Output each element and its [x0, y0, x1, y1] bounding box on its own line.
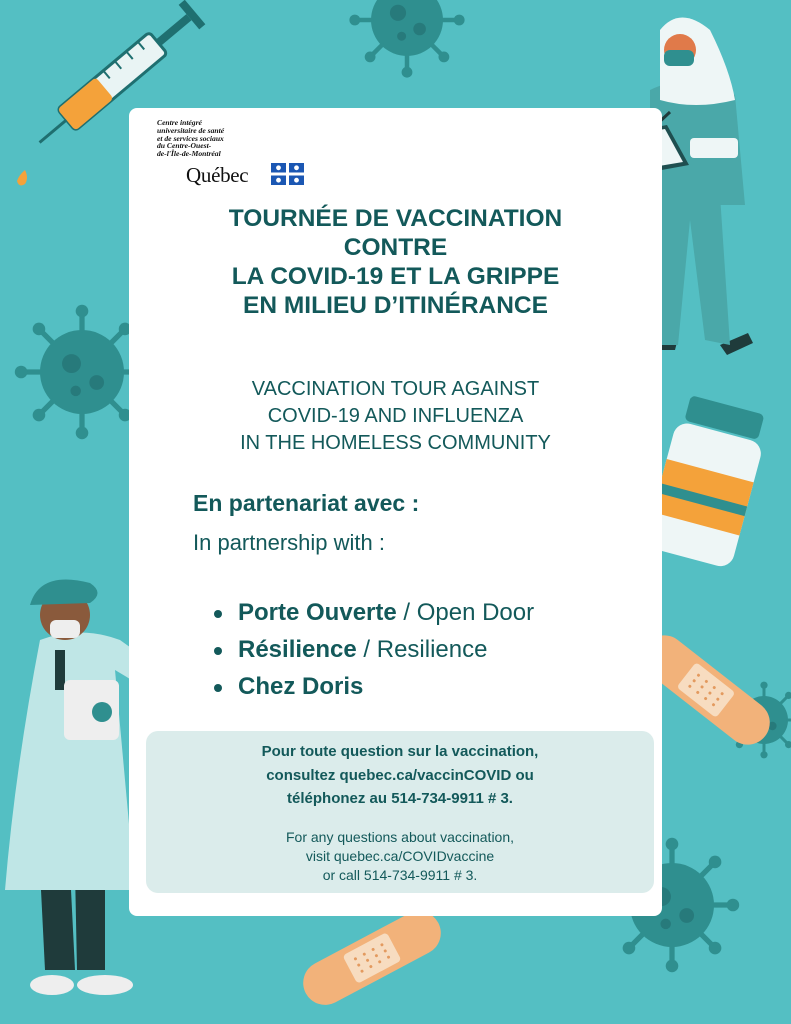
title-french: TOURNÉE DE VACCINATION CONTRE LA COVID-19 ET LA GRIPPE EN MILIEU D’ITINÉRANCE — [228, 205, 563, 319]
bandage-icon — [295, 903, 448, 1012]
virus-icon — [349, 0, 464, 78]
title-english: VACCINATION TOUR AGAINST COVID-19 AND INFLUENZA IN THE HOMELESS COMMUNITY — [240, 378, 551, 454]
partner-name: Résilience — [238, 636, 357, 663]
ciusss-logo — [157, 119, 317, 189]
medicine-bottle-icon — [643, 393, 771, 569]
partner-name: Porte Ouverte — [238, 599, 397, 626]
partner-translation: / Open Door — [396, 599, 535, 626]
partner-item — [212, 634, 534, 671]
quebec-flag-icon — [271, 163, 304, 185]
contact-info-box — [146, 731, 654, 893]
partner-item — [212, 671, 534, 708]
partner-name: Chez Doris — [238, 673, 364, 700]
partner-item — [212, 597, 534, 634]
partner-list — [212, 597, 534, 708]
partnership-heading-french: En partenariat avec : — [193, 490, 420, 516]
partner-translation: / Resilience — [356, 636, 488, 663]
partnership-heading-english: In partnership with : — [193, 530, 385, 555]
quebec-wordmark: Québec — [186, 163, 249, 187]
contact-french: Pour toute question sur la vaccination, consultez quebec.ca/vaccinCOVID ou téléphonez au 514-734-9911 # 3. — [261, 743, 539, 807]
contact-english: For any questions about vaccination, visit quebec.ca/COVIDvaccine or call 514-734-9911 # 3. — [285, 829, 515, 883]
organization-name: Centre intégré universitaire de santé et de services sociaux du Centre-Ouest- de-l'Île-de-Montréal — [157, 118, 225, 159]
drop-icon — [17, 170, 27, 185]
